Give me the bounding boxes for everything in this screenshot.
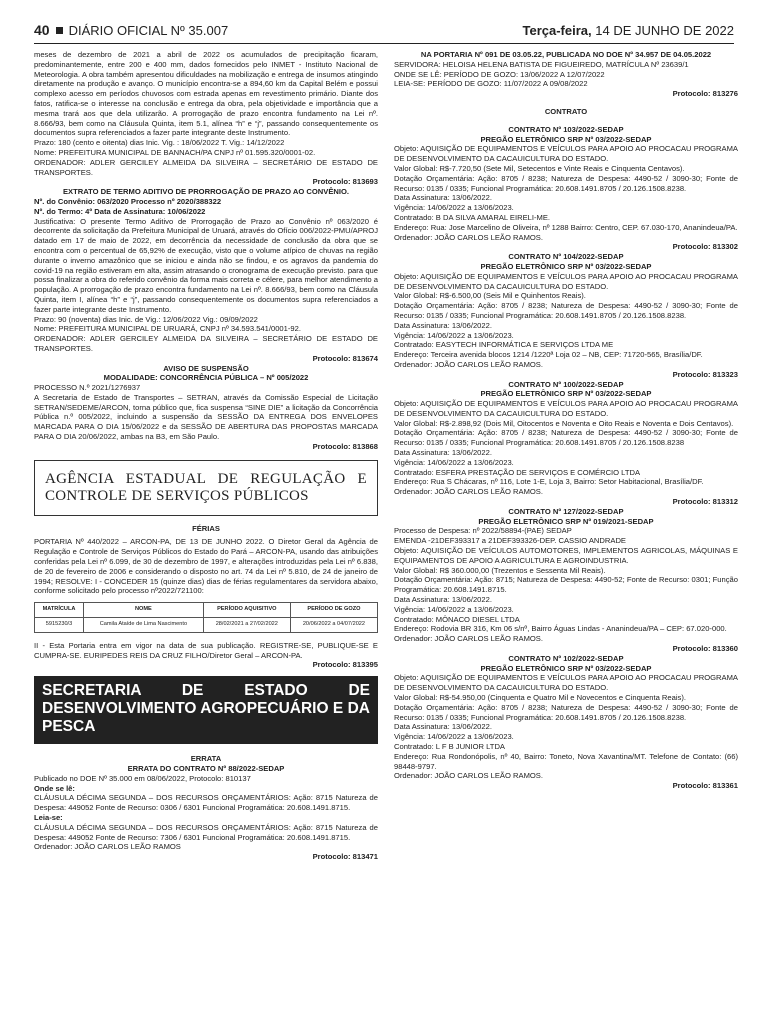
paragraph: PROCESSO N.º 2021/1276937	[34, 383, 141, 393]
contract-subtitle: PREGÃO ELETRÔNICO SRP Nº 03/2022-SEDAP	[480, 261, 652, 271]
paragraph: Dotação Orçamentária: Ação: 8705 / 8238; Natureza de Despesa: 4490-52 / 3090-30; Fonte de Recurso: 0135 / 0335; Funcional Programática: 20.608.1491.8705 / 20.126.1508.8238.	[394, 173, 738, 193]
paragraph: Endereço: Rua S Chácaras, nº 116, Lote 1-E, Loja 3, Bairro: Setor Habitacional, Brasília/DF.	[394, 477, 704, 487]
protocol-number: Protocolo: 813360	[672, 644, 738, 654]
paragraph: CLÁUSULA DÉCIMA SEGUNDA – DOS RECURSOS ORÇAMENTÁRIOS: Ação: 8715 Natureza de Despesa: 449052 Fonte de Recurso: 0306 / 6301 Funcional Programática: 20.608.1491.8715.	[34, 793, 378, 813]
paragraph: Contratado: ESFERA PRESTAÇÃO DE SERVIÇOS E COMÉRCIO LTDA	[394, 467, 641, 477]
table-cell: 28/02/2021 a 27/02/2022	[203, 618, 290, 633]
spacer	[394, 99, 738, 107]
paragraph: Endereço: Terceira avenida blocos 1214 /1220ª Loja 02 – NB, CEP: 71720-565, Brasília/DF.	[394, 350, 703, 360]
column-header: NOME	[84, 603, 204, 618]
paragraph: Data Assinatura: 13/06/2022.	[394, 320, 492, 330]
paragraph: Dotação Orçamentária: Ação: 8705 / 8238; Natureza de Despesa: 4490-52 / 3090-30; Fonte de Recurso: 0135 / 0335; Funcional Programática: 20.608.1491.8705 / 20.126.1508.8238	[394, 428, 738, 448]
paragraph: Objeto: AQUISIÇÃO DE EQUIPAMENTOS E VEÍCULOS PARA APOIO AO PROCACAU PROGRAMA DE DESENVOLVIMENTO DA CACAUICULTURA DO ESTADO.	[394, 673, 738, 693]
contract-title: CONTRATO Nº 102/2022-SEDAP	[508, 653, 624, 663]
label: Leia-se:	[34, 813, 63, 823]
paragraph: ONDE SE LÊ: PERÍODO DE GOZO: 13/06/2022 A 12/07/2022	[394, 69, 605, 79]
paragraph: SERVIDORA: HELOISA HELENA BATISTA DE FIGUEIREDO, MATRÍCULA Nº 23639/1	[394, 59, 689, 69]
protocol-number: Protocolo: 813276	[672, 89, 738, 99]
paragraph: meses de dezembro de 2021 a abril de 2022 os acumulados de precipitação ficaram, predominantemente, entre 200 e 400 mm, dados fornecidos pelo INMET - Instituto Nacional de Meteorologia. A obra também apresentou dificuldades na mobilização e entrega de insumos atingindo diretamente na produção e avanço. O município encontra-se a 894,60 km da Capital Belém e possui complexo acesso em períodos chuvosos com estrada apenas em revestimento primário. Diante dos fatos, ratifica-se o interesse na conclusão e entrega da obra, pela objetividade e importância que a mesma trará aos que dela utilizarão. A prorrogação de prazo encontra fundamento na Lei nº. 8.666/93, bem como na Cláusula Quinta, item 5.1, alínea “h” e “j”, passando consequentemente os documentos supra referenciados a fazer parte integrante deste Instrumento.	[34, 50, 378, 138]
section-title: FÉRIAS	[192, 523, 220, 533]
subtitle: ERRATA DO CONTRATO Nº 88/2022-SEDAP	[127, 764, 285, 774]
contract-title: CONTRATO Nº 103/2022-SEDAP	[508, 124, 624, 134]
table-cell: 20/06/2022 a 04/07/2022	[290, 618, 377, 633]
contract-subtitle: PREGÃO ELETRÔNICO SRP Nº 019/2021-SEDAP	[478, 516, 654, 526]
paragraph: Justificativa: O presente Termo Aditivo de Prorrogação de Prazo ao Convênio nº 063/2020 é decorrente da solicitação da Prefeitura Municipal de Uruará, através do Ofício 006/2022-PMU/APROJ datado em 17 de maio de 2022, em decorrência da necessidade de conclusão da obra que se encontra com o percentual de 65,92% de execução, visto que o volume atípico de chuvas na região durante o inverno amazônico que se iniciou e ainda não se findou, e os agravos da pandemia do covid-19 na região estiveram em alta, assim atrasando o cronograma de execução previsto. para que possa finalizar a obra do referido convênio da forma mais correta e célere, para melhor atendimento a população. A prorrogação de prazo encontra fundamento na Lei nº. 8.666/93, bem como na Cláusula Quinta, item I, alínea “h” e “j”, passando consequentemente os documentos supra referenciados a fazer parte integrante deste Instrumento.	[34, 216, 378, 314]
paragraph: CLÁUSULA DÉCIMA SEGUNDA – DOS RECURSOS ORÇAMENTÁRIOS: Ação: 8715 Natureza de Despesa: 449052 Fonte de Recurso: 7306 / 6301 Funcional Programática: 20.608.1491.8715.	[34, 822, 378, 842]
paragraph: Contratado: EASYTECH INFORMÁTICA E SERVIÇOS LTDA ME	[394, 340, 614, 350]
paragraph: Valor Global: R$-54.950,00 (Cinquenta e Quatro Mil e Novecentos e Cinquenta Reais).	[394, 693, 686, 702]
contract-subtitle: PREGÃO ELETRÔNICO SRP Nº 03/2022-SEDAP	[480, 389, 652, 399]
paragraph: Objeto: AQUISIÇÃO DE EQUIPAMENTOS E VEÍCULOS PARA APOIO AO PROCACAU PROGRAMA DE DESENVOLVIMENTO DA CACAUICULTURA DO ESTADO.	[394, 399, 738, 418]
header-date: 14 DE JUNHO DE 2022	[595, 22, 734, 38]
contract-title: CONTRATO Nº 104/2022-SEDAP	[508, 252, 624, 262]
paragraph: Processo de Despesa: nº 2022/58894-(PAE) SEDAP	[394, 526, 572, 536]
paragraph: LEIA-SE: PERÍODO DE GOZO: 11/07/2022 A 09/08/2022	[394, 79, 588, 89]
table-header-row	[35, 603, 378, 618]
paragraph: Endereço: Rua Rondonópolis, nº 40, Bairro: Toneto, Nova Xavantina/MT. Telefone de Contato: (66) 98448-9797.	[394, 751, 738, 771]
contract-title: CONTRATO Nº 100/2022-SEDAP	[508, 379, 624, 389]
paragraph: Contratado: B DA SILVA AMARAL EIRELI-ME.	[394, 212, 551, 222]
column-header: PERÍODO AQUISITIVO	[203, 603, 290, 618]
protocol-number: Protocolo: 813674	[312, 353, 378, 363]
paragraph: Ordenador: JOÃO CARLOS LEÃO RAMOS.	[394, 359, 543, 369]
paragraph: Objeto: AQUISIÇÃO DE VEÍCULOS AUTOMOTORES, IMPLEMENTOS AGRICOLAS, MÁQUINAS E EQUIPAMENTOS DE APOIO A AGRICULTURA E AGROINDUSTRIA.	[394, 546, 738, 565]
paragraph: PORTARIA Nº 440/2022 – ARCON-PA, DE 13 DE JUNHO 2022. O Diretor Geral da Agência de Regulação e Controle de Serviços Públicos do Estado do Pará – ARCON-PA, usando das atribuições conferidas pela Lei nº 6.099, de 30 de dezembro de 1997, e alterações introduzidas pela Lei nº 6.838, de 20 de fevereiro de 2006 e considerando o disposto no art. 74 da Lei nº 5.810, de 24 de janeiro de 1994; RESOLVE: I - CONCEDER 15 (quinze dias) dias de férias regulamentares da servidora abaixo, conforme solicitado pelo processo nº2022/721100:	[34, 537, 378, 596]
secretariat-heading-box: SECRETARIA DE ESTADO DE DESENVOLVIMENTO AGROPECUÁRIO E DA PESCA	[34, 676, 378, 744]
paragraph: Dotação Orçamentária: Ação: 8705 / 8238; Natureza de Despesa: 4490-52 / 3090-30; Fonte de Recurso: 0135 / 0335; Funcional Programática: 20.608.1491.8705 / 20.126.1508.8238.	[394, 301, 738, 320]
paragraph: EMENDA -21DEF393317 a 21DEF393326-DEP. CASSIO ANDRADE	[394, 536, 626, 546]
publication-title: DIÁRIO OFICIAL Nº 35.007	[68, 22, 229, 38]
header-left	[34, 22, 228, 38]
column-header: MATRÍCULA	[35, 603, 84, 618]
header-right	[523, 23, 735, 38]
protocol-number: Protocolo: 813693	[312, 177, 378, 187]
paragraph: Ordenador: JOÃO CARLOS LEÃO RAMOS.	[394, 232, 543, 242]
contract-block	[394, 507, 738, 654]
protocol-number: Protocolo: 813302	[672, 242, 738, 252]
column-header: PERÍODO DE GOZO	[290, 603, 377, 618]
paragraph: Prazo: 90 (noventa) dias Inic. de Vig.: 12/06/2022 Vig.: 09/09/2022	[34, 314, 258, 324]
protocol-number: Protocolo: 813868	[312, 441, 378, 451]
protocol-number: Protocolo: 813312	[672, 497, 738, 507]
protocol-number: Protocolo: 813323	[672, 369, 738, 379]
contract-subtitle: PREGÃO ELETRÔNICO SRP Nº 03/2022-SEDAP	[480, 134, 652, 144]
header-weekday: Terça-feira,	[522, 22, 592, 38]
page-number: 40	[34, 22, 50, 38]
page-header	[34, 20, 734, 40]
section-title: NA PORTARIA Nº 091 DE 03.05.22, PUBLICADA NO DOE Nº 34.957 DE 04.05.2022	[420, 50, 712, 59]
paragraph: II - Esta Portaria entra em vigor na data de sua publicação. REGISTRE-SE, PUBLIQUE-SE E CUMPRA-SE. EURIPEDES REIS DA CRUZ FILHO/Diretor Geral – ARCON-PA.	[34, 640, 378, 660]
left-column	[34, 50, 378, 862]
paragraph: Data Assinatura: 13/06/2022.	[394, 448, 492, 458]
paragraph: Prazo: 180 (cento e oitenta) dias Inic. Vig. : 18/06/2022 T. Vig.: 14/12/2022	[34, 138, 285, 148]
contract-subtitle: PREGÃO ELETRÔNICO SRP Nº 03/2022-SEDAP	[480, 663, 652, 673]
subtitle: Nº. do Convênio: 063/2020 Processo nº 2020/388322	[34, 196, 222, 206]
paragraph: Vigência: 14/06/2022 a 13/06/2023.	[394, 330, 514, 340]
paragraph: Valor Global: R$-2.898,92 (Dois Mil, Oitocentos e Noventa e Oito Reais e Noventa e Dois Centavos).	[394, 418, 734, 428]
protocol-number: Protocolo: 813395	[312, 660, 378, 670]
paragraph: Nome: PREFEITURA MUNICIPAL DE BANNACH/PA CNPJ nº 01.595.320/0001-02.	[34, 147, 316, 157]
paragraph: Vigência: 14/06/2022 a 13/06/2023.	[394, 457, 514, 467]
paragraph: A Secretaria de Estado de Transportes – SETRAN, através da Comissão Especial de Licitação SETRAN/SEDEME/ARCON, torna público que, fica suspensa “SINE DIE” a licitação da Concorrência Pública n.º 005/2022, incluindo a suspensão da SESSÃO DA ENTREGA DOS ENVELOPES MARCADA PARA O DIA 15/06/2022 e da SESSÃO DE ABERTURA DAS PROPOSTAS MARCADA PARA O DIA 20/06/2022, ambas na B3, em São Paulo.	[34, 392, 378, 442]
paragraph: Objeto: AQUISIÇÃO DE EQUIPAMENTOS E VEÍCULOS PARA APOIO AO PROCACAU PROGRAMA DE DESENVOLVIMENTO DA CACAUICULTURA DO ESTADO.	[394, 271, 738, 291]
paragraph: Ordenador: JOÃO CARLOS LEÃO RAMOS.	[394, 634, 543, 644]
paragraph: ORDENADOR: ADLER GERCILEY ALMEIDA DA SILVEIRA – SECRETÁRIO DE ESTADO DE TRANSPORTES.	[34, 157, 378, 177]
subtitle: MODALIDADE: CONCORRÊNCIA PÚBLICA – Nº 005/2022	[103, 373, 309, 383]
paragraph: ORDENADOR: ADLER GERCILEY ALMEIDA DA SILVEIRA – SECRETÁRIO DE ESTADO DE TRANSPORTES.	[34, 334, 378, 353]
paragraph: Valor Global: R$ 360.000,00 (Trezentos e Sessenta Mil Reais).	[394, 565, 606, 575]
contract-block	[394, 654, 738, 791]
paragraph: Valor Global: R$-7.720,50 (Sete Mil, Setecentos e Vinte Reais e Cinquenta Centavos).	[394, 163, 685, 173]
contract-block	[394, 125, 738, 252]
paragraph: Data Assinatura: 13/06/2022.	[394, 595, 492, 605]
protocol-number: Protocolo: 813471	[312, 852, 378, 862]
paragraph: Vigência: 14/06/2022 a 13/06/2023.	[394, 604, 514, 614]
section-title: ERRATA	[190, 754, 222, 764]
spacer	[394, 117, 738, 125]
paragraph: Data Assinatura: 13/06/2022.	[394, 193, 492, 203]
paragraph: Dotação Orçamentária: Ação: 8715; Natureza de Despesa: 4490-52; Fonte de Recurso: 0301; Função Programática: 20.608.1491.8715.	[394, 575, 738, 595]
right-column	[394, 50, 738, 791]
table-row	[35, 618, 378, 633]
square-bullet-icon	[56, 27, 63, 34]
contract-block	[394, 252, 738, 379]
paragraph: Data Assinatura: 13/06/2022.	[394, 722, 492, 732]
paragraph: Objeto: AQUISIÇÃO DE EQUIPAMENTOS E VEÍCULOS PARA APOIO AO PROCACAU PROGRAMA DE DESENVOLVIMENTO DA CACAUICULTURA DO ESTADO.	[394, 144, 738, 164]
agency-heading-box: AGÊNCIA ESTADUAL DE REGULAÇÃO E CONTROLE DE SERVIÇOS PÚBLICOS	[34, 460, 378, 516]
paragraph: Vigência: 14/06/2022 a 13/06/2023.	[394, 732, 514, 742]
paragraph: Endereço: Rodovia BR 316, Km 06 s/nº, Bairro Águas Lindas - Ananindeua/PA – CEP: 67.020-000.	[394, 624, 727, 634]
contract-block	[394, 380, 738, 507]
label: Onde se lê:	[34, 783, 75, 793]
vacation-table	[34, 602, 378, 633]
paragraph: Vigência: 14/06/2022 a 13/06/2023.	[394, 203, 514, 213]
paragraph: Endereço: Rua: Jose Marcelino de Oliveira, nº 1288 Bairro: Centro, CEP. 67.030-170, Ananindeua/PA.	[394, 222, 738, 232]
paragraph: Publicado no DOE Nº 35.000 em 08/06/2022, Protocolo: 810137	[34, 773, 251, 783]
paragraph: Ordenador: JOÃO CARLOS LEÃO RAMOS.	[394, 487, 543, 497]
paragraph: Contratado: MÔNACO DIESEL LTDA	[394, 614, 520, 624]
section-title: EXTRATO DE TERMO ADITIVO DE PRORROGAÇÃO DE PRAZO AO CONVÊNIO.	[62, 187, 350, 197]
section-title: AVISO DE SUSPENSÃO	[163, 363, 249, 373]
subtitle: Nº. do Termo: 4º Data de Assinatura: 10/06/2022	[34, 206, 206, 216]
header-rule	[34, 43, 734, 44]
paragraph: Ordenador: JOÃO CARLOS LEÃO RAMOS	[34, 842, 181, 852]
contract-title: CONTRATO Nº 127/2022-SEDAP	[508, 506, 624, 516]
paragraph: Nome: PREFEITURA MUNICIPAL DE URUARÁ, CNPJ nº 34.593.541/0001-92.	[34, 324, 301, 334]
table-cell: Camila Ataíde de Lima Nascimento	[84, 618, 204, 633]
section-title: CONTRATO	[544, 106, 588, 116]
paragraph: Dotação Orçamentária: Ação: 8705 / 8238; Natureza de Despesa: 4490-52 / 3090-30; Fonte de Recurso: 0135 / 0335; Funcional Programática: 20.608.1491.8705 / 20.126.1508.8238.	[394, 702, 738, 722]
paragraph: Valor Global: R$-6.500,00 (Seis Mil e Quinhentos Reais).	[394, 291, 586, 301]
protocol-number: Protocolo: 813361	[672, 781, 738, 791]
table-cell: 5915230/3	[35, 618, 84, 633]
paragraph: Ordenador: JOÃO CARLOS LEÃO RAMOS.	[394, 771, 543, 781]
paragraph: Contratado: L F B JUNIOR LTDA	[394, 741, 505, 751]
